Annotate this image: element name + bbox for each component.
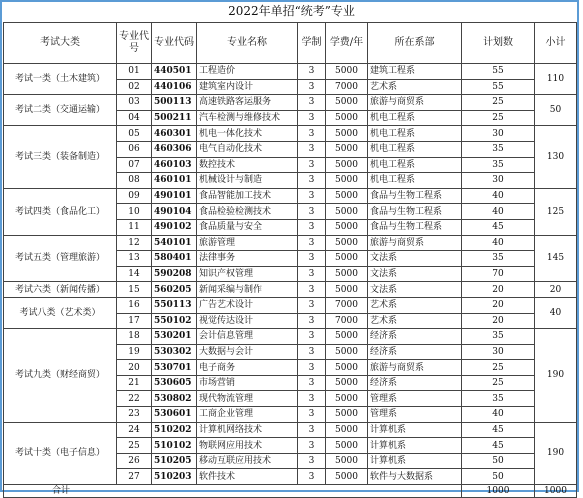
major-code-cell: 490102: [152, 219, 197, 235]
category-cell: 考试三类（装备制造）: [4, 126, 117, 188]
plan-count-cell: 40: [462, 188, 535, 204]
major-code-cell: 560205: [152, 282, 197, 298]
column-header: 所在系部: [368, 23, 462, 64]
major-code-cell: 580401: [152, 251, 197, 267]
tuition-cell: 5000: [326, 141, 368, 157]
major-name-cell: 高速铁路客运服务: [197, 95, 298, 111]
department-cell: 艺术系: [368, 313, 462, 329]
major-number-cell: 27: [117, 469, 152, 485]
duration-cell: 3: [298, 141, 326, 157]
plan-count-cell: 25: [462, 95, 535, 111]
department-cell: 计算机系: [368, 422, 462, 438]
tuition-cell: 5000: [326, 391, 368, 407]
total-label: 合计: [4, 485, 462, 498]
department-cell: 经济系: [368, 375, 462, 391]
tuition-cell: 5000: [326, 469, 368, 485]
major-number-cell: 26: [117, 453, 152, 469]
tuition-cell: 5000: [326, 235, 368, 251]
category-cell: 考试十类（电子信息）: [4, 422, 117, 484]
duration-cell: 3: [298, 391, 326, 407]
subtotal-cell: 145: [535, 235, 577, 282]
tuition-cell: 5000: [326, 188, 368, 204]
department-cell: 机电工程系: [368, 110, 462, 126]
table-row: [4, 188, 577, 204]
major-name-cell: 食品质量与安全: [197, 219, 298, 235]
major-name-cell: 现代物流管理: [197, 391, 298, 407]
tuition-cell: 5000: [326, 64, 368, 80]
duration-cell: 3: [298, 344, 326, 360]
department-cell: 旅游与商贸系: [368, 95, 462, 111]
major-name-cell: 建筑室内设计: [197, 79, 298, 95]
major-name-cell: 电气自动化技术: [197, 141, 298, 157]
plan-count-cell: 35: [462, 157, 535, 173]
column-header: 计划数: [462, 23, 535, 64]
column-header: 学费/年: [326, 23, 368, 64]
subtotal-cell: 125: [535, 188, 577, 235]
tuition-cell: 5000: [326, 407, 368, 423]
major-code-cell: 440501: [152, 64, 197, 80]
plan-count-cell: 30: [462, 344, 535, 360]
major-number-cell: 06: [117, 141, 152, 157]
total-subtotal-cell: 1000: [535, 485, 577, 498]
major-name-cell: 食品智能加工技术: [197, 188, 298, 204]
duration-cell: 3: [298, 110, 326, 126]
major-code-cell: 500211: [152, 110, 197, 126]
table-row: [4, 126, 577, 142]
duration-cell: 3: [298, 157, 326, 173]
duration-cell: 3: [298, 64, 326, 80]
major-name-cell: 汽车检测与维修技术: [197, 110, 298, 126]
duration-cell: 3: [298, 79, 326, 95]
major-number-cell: 24: [117, 422, 152, 438]
major-code-cell: 490104: [152, 204, 197, 220]
tuition-cell: 5000: [326, 173, 368, 189]
subtotal-cell: 20: [535, 282, 577, 298]
major-number-cell: 19: [117, 344, 152, 360]
major-number-cell: 18: [117, 329, 152, 345]
subtotal-cell: 40: [535, 297, 577, 328]
major-code-cell: 440106: [152, 79, 197, 95]
category-cell: 考试一类（土木建筑）: [4, 64, 117, 95]
plan-count-cell: 25: [462, 375, 535, 391]
duration-cell: 3: [298, 126, 326, 142]
major-name-cell: 机电一体化技术: [197, 126, 298, 142]
major-code-cell: 530601: [152, 407, 197, 423]
major-code-cell: 510202: [152, 422, 197, 438]
department-cell: 旅游与商贸系: [368, 235, 462, 251]
major-code-cell: 460103: [152, 157, 197, 173]
table-row: [4, 64, 577, 80]
duration-cell: 3: [298, 438, 326, 454]
category-cell: 考试六类（新闻传播）: [4, 282, 117, 298]
category-cell: 考试二类（交通运输）: [4, 95, 117, 126]
tuition-cell: 5000: [326, 453, 368, 469]
plan-count-cell: 25: [462, 360, 535, 376]
duration-cell: 3: [298, 422, 326, 438]
major-name-cell: 食品检验检测技术: [197, 204, 298, 220]
plan-count-cell: 45: [462, 422, 535, 438]
major-name-cell: 软件技术: [197, 469, 298, 485]
plan-count-cell: 55: [462, 79, 535, 95]
category-cell: 考试九类（财经商贸）: [4, 329, 117, 423]
department-cell: 建筑工程系: [368, 64, 462, 80]
tuition-cell: 5000: [326, 95, 368, 111]
major-code-cell: 530802: [152, 391, 197, 407]
major-name-cell: 工商企业管理: [197, 407, 298, 423]
category-cell: 考试八类（艺术类）: [4, 297, 117, 328]
plan-count-cell: 40: [462, 407, 535, 423]
plan-count-cell: 50: [462, 469, 535, 485]
department-cell: 管理系: [368, 391, 462, 407]
plan-count-cell: 45: [462, 219, 535, 235]
major-number-cell: 08: [117, 173, 152, 189]
plan-count-cell: 30: [462, 173, 535, 189]
table-row: [4, 95, 577, 111]
duration-cell: 3: [298, 329, 326, 345]
major-number-cell: 03: [117, 95, 152, 111]
major-number-cell: 16: [117, 297, 152, 313]
tuition-cell: 5000: [326, 204, 368, 220]
column-header: 学制: [298, 23, 326, 64]
subtotal-cell: 190: [535, 329, 577, 423]
department-cell: 食品与生物工程系: [368, 188, 462, 204]
department-cell: 机电工程系: [368, 126, 462, 142]
duration-cell: 3: [298, 453, 326, 469]
plan-count-cell: 45: [462, 438, 535, 454]
tuition-cell: 7000: [326, 79, 368, 95]
column-header: 专业代码: [152, 23, 197, 64]
plan-count-cell: 35: [462, 329, 535, 345]
major-name-cell: 视觉传达设计: [197, 313, 298, 329]
plan-count-cell: 70: [462, 266, 535, 282]
tuition-cell: 5000: [326, 251, 368, 267]
major-number-cell: 11: [117, 219, 152, 235]
department-cell: 软件与大数据系: [368, 469, 462, 485]
tuition-cell: 5000: [326, 126, 368, 142]
major-code-cell: 460101: [152, 173, 197, 189]
tuition-cell: 5000: [326, 110, 368, 126]
major-name-cell: 广告艺术设计: [197, 297, 298, 313]
duration-cell: 3: [298, 219, 326, 235]
table-header-row: [4, 23, 577, 64]
major-code-cell: 510205: [152, 453, 197, 469]
page-title: 2022年单招“统考”专业: [228, 4, 355, 18]
duration-cell: 3: [298, 251, 326, 267]
subtotal-cell: 110: [535, 64, 577, 95]
tuition-cell: 5000: [326, 219, 368, 235]
major-name-cell: 数控技术: [197, 157, 298, 173]
major-number-cell: 05: [117, 126, 152, 142]
category-cell: 考试五类（管理旅游）: [4, 235, 117, 282]
major-number-cell: 07: [117, 157, 152, 173]
table-row: [4, 282, 577, 298]
major-code-cell: 530302: [152, 344, 197, 360]
major-code-cell: 460301: [152, 126, 197, 142]
duration-cell: 3: [298, 282, 326, 298]
major-code-cell: 550113: [152, 297, 197, 313]
subtotal-cell: 130: [535, 126, 577, 188]
total-plan-cell: 1000: [462, 485, 535, 498]
tuition-cell: 5000: [326, 438, 368, 454]
plan-count-cell: 20: [462, 313, 535, 329]
department-cell: 文法系: [368, 266, 462, 282]
major-name-cell: 会计信息管理: [197, 329, 298, 345]
major-number-cell: 21: [117, 375, 152, 391]
tuition-cell: 7000: [326, 313, 368, 329]
major-name-cell: 机械设计与制造: [197, 173, 298, 189]
plan-count-cell: 20: [462, 282, 535, 298]
department-cell: 艺术系: [368, 297, 462, 313]
major-code-cell: 530201: [152, 329, 197, 345]
table-body: [4, 64, 577, 498]
duration-cell: 3: [298, 407, 326, 423]
duration-cell: 3: [298, 297, 326, 313]
plan-count-cell: 35: [462, 141, 535, 157]
major-code-cell: 500113: [152, 95, 197, 111]
tuition-cell: 5000: [326, 344, 368, 360]
department-cell: 文法系: [368, 251, 462, 267]
plan-count-cell: 20: [462, 297, 535, 313]
department-cell: 经济系: [368, 329, 462, 345]
tuition-cell: 5000: [326, 329, 368, 345]
subtotal-cell: 50: [535, 95, 577, 126]
department-cell: 经济系: [368, 344, 462, 360]
major-code-cell: 530605: [152, 375, 197, 391]
major-name-cell: 法律事务: [197, 251, 298, 267]
table-row: [4, 235, 577, 251]
duration-cell: 3: [298, 188, 326, 204]
major-number-cell: 01: [117, 64, 152, 80]
table-row: [4, 422, 577, 438]
plan-count-cell: 25: [462, 110, 535, 126]
major-code-cell: 510102: [152, 438, 197, 454]
subtotal-cell: 190: [535, 422, 577, 484]
major-number-cell: 12: [117, 235, 152, 251]
department-cell: 食品与生物工程系: [368, 204, 462, 220]
major-number-cell: 13: [117, 251, 152, 267]
department-cell: 旅游与商贸系: [368, 360, 462, 376]
plan-count-cell: 55: [462, 64, 535, 80]
plan-count-cell: 30: [462, 126, 535, 142]
department-cell: 机电工程系: [368, 157, 462, 173]
major-code-cell: 460306: [152, 141, 197, 157]
tuition-cell: 7000: [326, 297, 368, 313]
major-number-cell: 10: [117, 204, 152, 220]
department-cell: 文法系: [368, 282, 462, 298]
major-code-cell: 490101: [152, 188, 197, 204]
tuition-cell: 5000: [326, 157, 368, 173]
tuition-cell: 5000: [326, 422, 368, 438]
duration-cell: 3: [298, 313, 326, 329]
tuition-cell: 5000: [326, 266, 368, 282]
duration-cell: 3: [298, 360, 326, 376]
tuition-cell: 5000: [326, 360, 368, 376]
department-cell: 管理系: [368, 407, 462, 423]
department-cell: 机电工程系: [368, 141, 462, 157]
department-cell: 艺术系: [368, 79, 462, 95]
major-number-cell: 23: [117, 407, 152, 423]
plan-count-cell: 50: [462, 453, 535, 469]
plan-count-cell: 40: [462, 235, 535, 251]
column-header: 考试大类: [4, 23, 117, 64]
duration-cell: 3: [298, 235, 326, 251]
major-name-cell: 工程造价: [197, 64, 298, 80]
major-number-cell: 22: [117, 391, 152, 407]
major-code-cell: 590208: [152, 266, 197, 282]
duration-cell: 3: [298, 204, 326, 220]
major-number-cell: 04: [117, 110, 152, 126]
category-cell: 考试四类（食品化工）: [4, 188, 117, 235]
duration-cell: 3: [298, 469, 326, 485]
tuition-cell: 5000: [326, 282, 368, 298]
major-number-cell: 20: [117, 360, 152, 376]
major-code-cell: 510203: [152, 469, 197, 485]
major-code-cell: 540101: [152, 235, 197, 251]
major-code-cell: 530701: [152, 360, 197, 376]
major-name-cell: 电子商务: [197, 360, 298, 376]
major-name-cell: 知识产权管理: [197, 266, 298, 282]
enrollment-table: [3, 22, 577, 498]
major-number-cell: 25: [117, 438, 152, 454]
tuition-cell: 5000: [326, 375, 368, 391]
column-header: 小计: [535, 23, 577, 64]
major-number-cell: 02: [117, 79, 152, 95]
column-header: 专业代号: [117, 23, 152, 64]
major-name-cell: 移动互联应用技术: [197, 453, 298, 469]
department-cell: 机电工程系: [368, 173, 462, 189]
major-name-cell: 物联网应用技术: [197, 438, 298, 454]
plan-count-cell: 40: [462, 204, 535, 220]
duration-cell: 3: [298, 95, 326, 111]
department-cell: 计算机系: [368, 438, 462, 454]
major-code-cell: 550102: [152, 313, 197, 329]
column-header: 专业名称: [197, 23, 298, 64]
major-number-cell: 15: [117, 282, 152, 298]
major-name-cell: 新闻采编与制作: [197, 282, 298, 298]
major-name-cell: 市场营销: [197, 375, 298, 391]
major-number-cell: 14: [117, 266, 152, 282]
table-row: [4, 329, 577, 345]
plan-count-cell: 35: [462, 391, 535, 407]
major-name-cell: 大数据与会计: [197, 344, 298, 360]
major-name-cell: 计算机网络技术: [197, 422, 298, 438]
duration-cell: 3: [298, 173, 326, 189]
plan-count-cell: 35: [462, 251, 535, 267]
major-number-cell: 17: [117, 313, 152, 329]
duration-cell: 3: [298, 375, 326, 391]
department-cell: 计算机系: [368, 453, 462, 469]
major-name-cell: 旅游管理: [197, 235, 298, 251]
table-row: [4, 297, 577, 313]
department-cell: 食品与生物工程系: [368, 219, 462, 235]
duration-cell: 3: [298, 266, 326, 282]
major-number-cell: 09: [117, 188, 152, 204]
